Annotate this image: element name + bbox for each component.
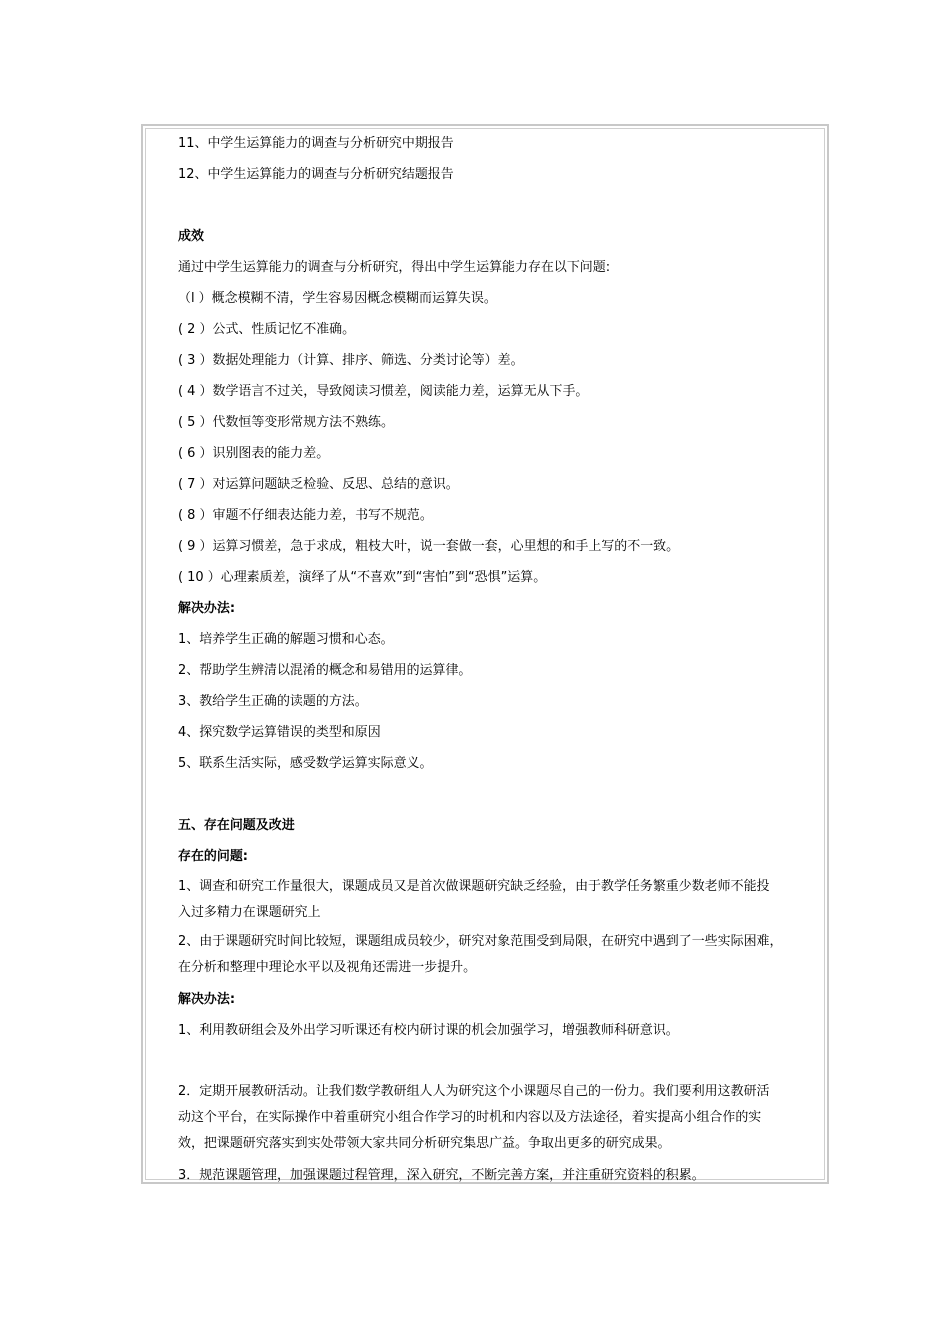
report-item-12: 12、中学生运算能力的调查与分析研究结题报告 — [178, 167, 454, 182]
existing-problem-2-line-1: 2、由于课题研究时间比较短，课题组成员较少，研究对象范围受到局限，在研究中遇到了一些实际困难， — [178, 934, 783, 949]
existing-problem-1-line-2: 入过多精力在课题研究上 — [178, 905, 321, 920]
solution-item-4: 4、探究数学运算错误的类型和原因 — [178, 725, 381, 740]
spacer — [178, 779, 830, 810]
problem-item-2: ( 2 ）公式、性质记忆不准确。 — [178, 322, 356, 337]
problem-item-6: ( 6 ）识别图表的能力差。 — [178, 446, 330, 461]
solution-item-5: 5、联系生活实际，感受数学运算实际意义。 — [178, 756, 433, 771]
section-five-heading: 五、存在问题及改进 — [178, 818, 295, 833]
existing-problem-1-line-1: 1、调查和研究工作量很大，课题成员又是首次做课题研究缺乏经验，由于教学任务繁重少数老师不能投 — [178, 879, 770, 894]
problem-item-1: （l ）概念模糊不清，学生容易因概念模糊而运算失误。 — [178, 291, 497, 306]
improvement-item-2-line-2: 动这个平台，在实际操作中着重研究小组合作学习的时机和内容以及方法途径，着实提高小组合作的实 — [178, 1110, 762, 1125]
solution-item-3: 3、教给学生正确的读题的方法。 — [178, 694, 368, 709]
existing-problem-1 — [178, 874, 830, 926]
problem-item-4: ( 4 ）数学语言不过关，导致阅读习惯差，阅读能力差，运算无从下手。 — [178, 384, 589, 399]
improvement-item-2 — [178, 1079, 830, 1157]
improvement-heading: 解决办法: — [178, 992, 236, 1007]
improvement-item-2-line-1: 2．定期开展教研活动。让我们数学教研组人人为研究这个小课题尽自己的一份力。我们要利用这教研活 — [178, 1084, 770, 1099]
spacer — [178, 1046, 830, 1077]
problem-item-3: ( 3 ）数据处理能力（计算、排序、筛选、分类讨论等）差。 — [178, 353, 524, 368]
problem-item-5: ( 5 ）代数恒等变形常规方法不熟练。 — [178, 415, 394, 430]
improvement-item-3: 3．规范课题管理，加强课题过程管理，深入研究，不断完善方案，并注重研究资料的积累。 — [178, 1168, 705, 1183]
problem-item-9: ( 9 ）运算习惯差，急于求成，粗枝大叶，说一套做一套，心里想的和手上写的不一致。 — [178, 539, 680, 554]
results-intro: 通过中学生运算能力的调查与分析研究，得出中学生运算能力存在以下问题: — [178, 260, 611, 275]
improvement-item-2-line-3: 效，把课题研究落实到实处带领大家共同分析研究集思广益。争取出更多的研究成果。 — [178, 1136, 671, 1151]
existing-problems-heading: 存在的问题: — [178, 849, 248, 864]
solution-item-2: 2、帮助学生辨清以混淆的概念和易错用的运算律。 — [178, 663, 472, 678]
report-item-11: 11、中学生运算能力的调查与分析研究中期报告 — [178, 136, 454, 151]
problem-item-8: ( 8 ）审题不仔细表达能力差，书写不规范。 — [178, 508, 433, 523]
existing-problem-2-line-2: 在分析和整理中理论水平以及视角还需进一步提升。 — [178, 960, 477, 975]
spacer — [178, 190, 830, 221]
existing-problem-2 — [178, 929, 830, 981]
solution-item-1: 1、培养学生正确的解题习惯和心态。 — [178, 632, 394, 647]
results-heading: 成效 — [178, 229, 204, 244]
document-content — [178, 128, 830, 1191]
problem-item-10: ( 10 ）心理素质差，演绎了从“不喜欢”到“害怕”到“恐惧”运算。 — [178, 570, 547, 585]
improvement-item-1: 1、利用教研组会及外出学习听课还有校内研讨课的机会加强学习，增强教师科研意识。 — [178, 1023, 679, 1038]
solutions-heading: 解决办法: — [178, 601, 236, 616]
problem-item-7: ( 7 ）对运算问题缺乏检验、反思、总结的意识。 — [178, 477, 459, 492]
